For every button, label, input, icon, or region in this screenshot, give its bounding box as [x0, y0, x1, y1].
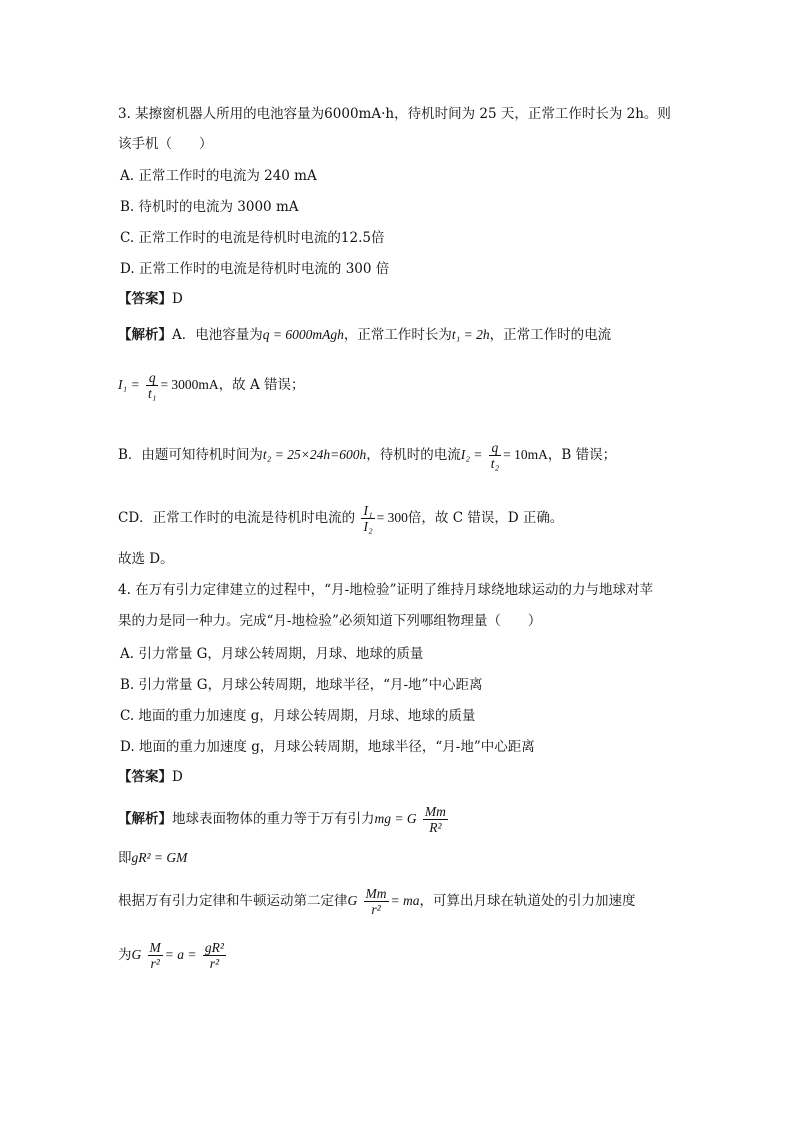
- q4-a4-mid: = a =: [164, 947, 197, 962]
- q4-option-c: C. 地面的重力加速度 g，月球公转周期，月球、地球的质量: [120, 708, 476, 724]
- q3-a4-text2: 倍，故 C 错误，D 正确。: [407, 510, 564, 526]
- q4-stem-line1: 4. 在万有引力定律建立的过程中，“月-地检验”证明了维持月球绕地球运动的力与地球对苹: [118, 582, 654, 598]
- q4-answer: [118, 767, 183, 787]
- q3-a4-text1: CD．正常工作时的电流是待机时电流的: [118, 510, 356, 526]
- q4-a4-fraction1: [148, 940, 163, 971]
- q3-a4-rhs: = 300: [376, 510, 408, 525]
- answer-tag: 【答案】: [118, 769, 172, 785]
- q4-analysis-line2: [118, 848, 187, 868]
- q3-a3-text2: ，待机时的电流: [366, 447, 461, 463]
- q3-a2-fraction: [146, 370, 158, 401]
- answer-tag: 【答案】: [118, 291, 172, 307]
- fraction-numerator: I₁: [363, 503, 373, 518]
- q4-stem-line2: 果的力是同一种力。完成“月-地检验”必须知道下列哪组物理量（ ）: [118, 613, 542, 629]
- fraction-denominator: r²: [209, 956, 219, 971]
- q3-a1-math1: q = 6000mAgh: [262, 327, 344, 342]
- q3-analysis-line2: [118, 370, 305, 401]
- q3-a3-lhs: I₂ =: [460, 447, 483, 462]
- fraction-denominator: I₂: [363, 519, 373, 534]
- q4-option-a: A. 引力常量 G，月球公转周期，月球、地球的质量: [120, 646, 424, 662]
- q3-a1-text3: ，正常工作时的电流: [489, 327, 612, 343]
- q4-a4-fraction2: [203, 940, 226, 971]
- q3-analysis-line3: [118, 440, 616, 471]
- q3-a3-rhs: = 10mA: [503, 447, 548, 462]
- fraction-numerator: q: [489, 440, 501, 456]
- q3-option-c: C. 正常工作时的电流是待机时电流的12.5倍: [120, 230, 385, 246]
- q3-a3-math1: t₂ = 25×24h=600h: [262, 447, 367, 462]
- q3-analysis-line4: [118, 503, 563, 534]
- q3-a1-text2: ，正常工作时长为: [343, 327, 452, 343]
- q3-stem-line1: 3. 某擦窗机器人所用的电池容量为6000mA·h，待机时间为 25 天，正常工作时长为 2h。则: [118, 106, 671, 122]
- q4-a4-text: 为: [118, 947, 132, 963]
- analysis-tag: 【解析】: [118, 327, 172, 343]
- q3-option-d: D. 正常工作时的电流是待机时电流的 300 倍: [120, 261, 390, 277]
- q4-analysis-line1: [118, 804, 450, 835]
- q3-option-a: A. 正常工作时的电流为 240 mA: [120, 168, 317, 184]
- fraction-numerator: Mm: [365, 886, 387, 901]
- analysis-tag: 【解析】: [118, 811, 172, 827]
- answer-value: D: [172, 291, 183, 307]
- q4-a3-fraction: [364, 886, 389, 917]
- q3-answer: [118, 289, 183, 309]
- q3-a3-text3: ，B 错误；: [547, 447, 617, 463]
- fraction-numerator: gR²: [204, 940, 224, 955]
- q3-a3-fraction: [489, 440, 501, 471]
- q3-a4-fraction: [361, 503, 374, 534]
- q3-a1-text1: A．电池容量为: [172, 327, 263, 343]
- q3-analysis-line1: [118, 325, 611, 345]
- fraction-denominator: R²: [429, 820, 442, 835]
- q4-a2-text: 即: [118, 850, 132, 866]
- q4-analysis-line3: [118, 886, 636, 917]
- fraction-denominator: t₁: [147, 386, 157, 401]
- q3-option-b: B. 待机时的电流为 3000 mA: [120, 199, 299, 215]
- q4-a2-math: gR² = GM: [131, 850, 188, 865]
- q3-stem-line2: 该手机（ ）: [118, 136, 213, 152]
- q3-a2-lhs: I₁ =: [118, 377, 140, 392]
- q4-a3-text2: ，可算出月球在轨道处的引力加速度: [419, 893, 636, 909]
- q4-a3-rhs: = ma: [390, 893, 420, 908]
- fraction-denominator: r²: [371, 902, 381, 917]
- fraction-numerator: q: [146, 370, 158, 386]
- fraction-denominator: r²: [150, 956, 160, 971]
- fraction-denominator: t₂: [490, 456, 500, 471]
- q3-a1-math2: t₁ = 2h: [451, 327, 490, 342]
- q4-a1-text: 地球表面物体的重力等于万有引力: [172, 811, 375, 827]
- q4-option-b: B. 引力常量 G，月球公转周期，地球半径，“月-地”中心距离: [120, 677, 483, 693]
- q3-a3-text1: B．由题可知待机时间为: [118, 447, 263, 463]
- q4-a3-lhs: G: [347, 893, 358, 908]
- fraction-numerator: M: [149, 940, 161, 955]
- q4-a1-fraction: [423, 804, 448, 835]
- fraction-numerator: Mm: [424, 804, 446, 819]
- q3-conclusion: 故选 D。: [118, 551, 174, 567]
- q4-a4-lhs: G: [131, 947, 142, 962]
- answer-value: D: [172, 769, 183, 785]
- q4-a1-lhs: mg = G: [374, 811, 417, 826]
- q4-analysis-line4: [118, 940, 228, 971]
- q4-a3-text1: 根据万有引力定律和牛顿运动第二定律: [118, 893, 348, 909]
- q4-option-d: D. 地面的重力加速度 g，月球公转周期，地球半径，“月-地”中心距离: [120, 739, 535, 755]
- q3-a2-text: ，故 A 错误；: [218, 377, 305, 393]
- q3-a2-rhs: = 3000mA: [160, 377, 219, 392]
